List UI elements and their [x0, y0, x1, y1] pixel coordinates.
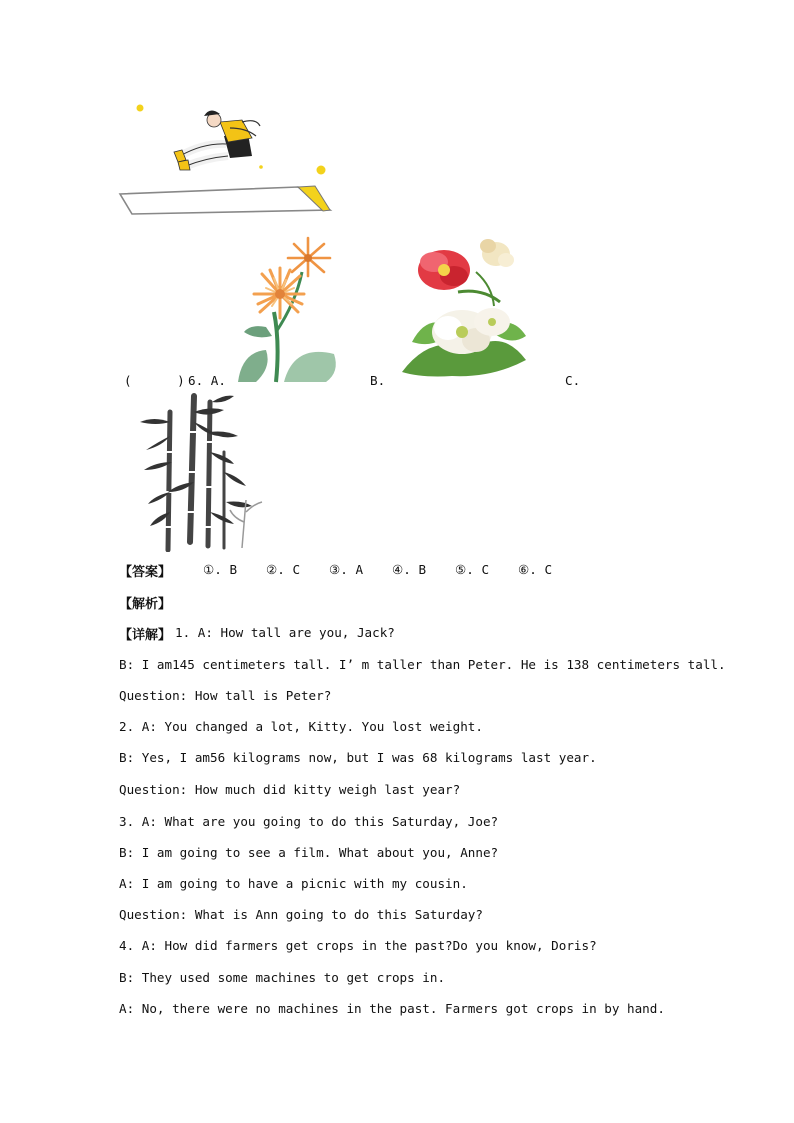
detail-line-1: 1. A: How tall are you, Jack?: [175, 625, 395, 640]
analysis-label: 【解析】: [119, 597, 172, 612]
answer-item-3: ③. A: [329, 562, 364, 577]
option-c-label: C.: [565, 373, 581, 388]
detail-label: 【详解】: [119, 628, 172, 643]
option-b-label: B.: [370, 373, 386, 388]
detail-line-2: B: I am145 centimeters tall. I’ m taller than Peter. He is 138 centimeters tall.: [119, 657, 726, 672]
detail-line-10: Question: What is Ann going to do this Saturday?: [119, 907, 483, 922]
detail-line-8: B: I am going to see a film. What about you, Anne?: [119, 845, 499, 860]
long-jump-illustration: [118, 98, 334, 216]
answer-item-5: ⑤. C: [455, 562, 490, 577]
bamboo-illustration: [134, 392, 264, 552]
answer-label: 【答案】: [119, 565, 172, 580]
detail-line-13: A: No, there were no machines in the past. Farmers got crops in by hand.: [119, 1001, 665, 1016]
detail-line-3: Question: How tall is Peter?: [119, 688, 332, 703]
question-6-option-a: 6. A.: [188, 373, 226, 388]
question-paren: ( ): [124, 373, 185, 388]
detail-line-4: 2. A: You changed a lot, Kitty. You lost weight.: [119, 719, 483, 734]
detail-line-7: 3. A: What are you going to do this Saturday, Joe?: [119, 814, 499, 829]
detail-line-12: B: They used some machines to get crops in.: [119, 970, 446, 985]
detail-line-11: 4. A: How did farmers get crops in the past?Do you know, Doris?: [119, 938, 597, 953]
answer-item-1: ①. B: [203, 562, 238, 577]
answer-item-2: ②. C: [266, 562, 301, 577]
answer-item-4: ④. B: [392, 562, 427, 577]
chrysanthemum-illustration: [236, 232, 344, 385]
detail-line-9: A: I am going to have a picnic with my cousin.: [119, 876, 468, 891]
peony-illustration: [392, 232, 530, 378]
detail-line-6: Question: How much did kitty weigh last year?: [119, 782, 461, 797]
detail-line-5: B: Yes, I am56 kilograms now, but I was 68 kilograms last year.: [119, 750, 597, 765]
answer-item-6: ⑥. C: [518, 562, 553, 577]
